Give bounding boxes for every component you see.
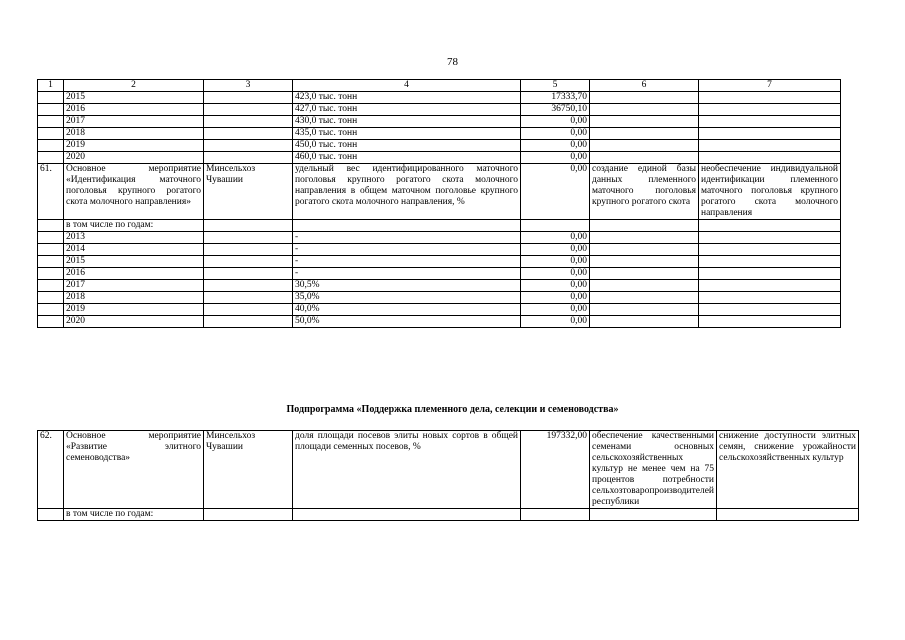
indicator-value: 450,0 тыс. тонн [293, 140, 521, 152]
empty-cell [590, 92, 699, 104]
empty-cell [204, 256, 293, 268]
including-label: в том числе по годам: [64, 509, 204, 521]
empty-cell [590, 116, 699, 128]
amount-cell: 0,00 [521, 316, 590, 328]
empty-cell [38, 152, 64, 164]
empty-cell [204, 128, 293, 140]
empty-cell [204, 116, 293, 128]
indicator: доля площади посевов элиты новых сортов в общей площади семенных посевов, % [293, 431, 521, 509]
activity-name: Основное мероприятие «Идентификация маточного поголовья крупного рогатого скота молочного направления» [64, 164, 204, 220]
empty-cell [204, 280, 293, 292]
including-row [38, 509, 859, 521]
page-number: 78 [447, 56, 458, 68]
empty-cell [204, 292, 293, 304]
year-row [38, 280, 841, 292]
amount-cell: 0,00 [521, 140, 590, 152]
item-number: 61. [38, 164, 64, 220]
expected-result: создание единой базы данных племенного маточного поголовья крупного рогатого скота [590, 164, 699, 220]
empty-cell [699, 92, 841, 104]
item-number: 62. [38, 431, 64, 509]
empty-cell [699, 304, 841, 316]
empty-cell [204, 140, 293, 152]
item-61-row [38, 164, 841, 220]
amount-cell: 0,00 [521, 244, 590, 256]
including-row [38, 220, 841, 232]
indicator-value: 430,0 тыс. тонн [293, 116, 521, 128]
amount-cell: 0,00 [521, 116, 590, 128]
empty-cell [590, 244, 699, 256]
responsible-executor: Минсельхоз Чувашии [204, 431, 293, 509]
empty-cell [204, 244, 293, 256]
amount-cell: 17333,70 [521, 92, 590, 104]
year-cell: 2015 [64, 92, 204, 104]
header-cell: 5 [521, 80, 590, 92]
empty-cell [590, 232, 699, 244]
empty-cell [590, 104, 699, 116]
indicator-value: 460,0 тыс. тонн [293, 152, 521, 164]
empty-cell [204, 152, 293, 164]
empty-cell [590, 128, 699, 140]
empty-cell [204, 316, 293, 328]
program-table [37, 79, 841, 328]
empty-cell [699, 104, 841, 116]
indicator-value: - [293, 232, 521, 244]
header-cell: 3 [204, 80, 293, 92]
amount-cell: 0,00 [521, 232, 590, 244]
year-cell: 2018 [64, 292, 204, 304]
empty-cell [699, 244, 841, 256]
value: 197332,00 [521, 431, 590, 509]
empty-cell [699, 316, 841, 328]
empty-cell [38, 244, 64, 256]
item-62-row [38, 431, 859, 509]
year-cell: 2020 [64, 316, 204, 328]
empty-cell [38, 268, 64, 280]
including-label: в том числе по годам: [64, 220, 204, 232]
empty-cell [699, 268, 841, 280]
indicator-value: 30,5% [293, 280, 521, 292]
amount-cell: 0,00 [521, 256, 590, 268]
header-row [38, 80, 841, 92]
empty-cell [38, 232, 64, 244]
empty-cell [38, 128, 64, 140]
year-cell: 2014 [64, 244, 204, 256]
empty-cell [590, 280, 699, 292]
empty-cell [590, 304, 699, 316]
amount-cell: 0,00 [521, 268, 590, 280]
empty-cell [590, 140, 699, 152]
empty-cell [204, 104, 293, 116]
empty-cell [699, 280, 841, 292]
subprogram-title: Подпрограмма «Поддержка племенного дела, селекции и семеноводства» [286, 404, 619, 415]
empty-cell [38, 92, 64, 104]
year-cell: 2013 [64, 232, 204, 244]
consequences: снижение доступности элитных семян, снижение урожайности сельскохозяйственных культур [717, 431, 859, 509]
year-cell: 2019 [64, 304, 204, 316]
indicator-value: 50,0% [293, 316, 521, 328]
empty-cell [38, 140, 64, 152]
value: 0,00 [521, 164, 590, 220]
header-cell: 1 [38, 80, 64, 92]
empty-cell [699, 152, 841, 164]
empty-cell [204, 268, 293, 280]
consequences: необеспечение индивидуальной идентификации племенного маточного поголовья крупного рогатого скота молочного направления [699, 164, 841, 220]
year-row [38, 128, 841, 140]
indicator-value: 427,0 тыс. тонн [293, 104, 521, 116]
header-cell: 4 [293, 80, 521, 92]
indicator-value: 423,0 тыс. тонн [293, 92, 521, 104]
header-cell: 6 [590, 80, 699, 92]
amount-cell: 0,00 [521, 280, 590, 292]
year-row [38, 152, 841, 164]
year-cell: 2019 [64, 140, 204, 152]
amount-cell: 36750,10 [521, 104, 590, 116]
indicator-value: - [293, 244, 521, 256]
header-cell: 7 [699, 80, 841, 92]
empty-cell [699, 256, 841, 268]
header-cell: 2 [64, 80, 204, 92]
empty-cell [590, 292, 699, 304]
empty-cell [590, 256, 699, 268]
amount-cell: 0,00 [521, 152, 590, 164]
amount-cell: 0,00 [521, 304, 590, 316]
year-row [38, 292, 841, 304]
year-cell: 2015 [64, 256, 204, 268]
empty-cell [204, 92, 293, 104]
empty-cell [38, 280, 64, 292]
empty-cell [38, 316, 64, 328]
year-row [38, 232, 841, 244]
year-cell: 2016 [64, 104, 204, 116]
year-cell: 2016 [64, 268, 204, 280]
year-row [38, 116, 841, 128]
year-row [38, 316, 841, 328]
year-cell: 2020 [64, 152, 204, 164]
empty-cell [699, 128, 841, 140]
activity-name: Основное мероприятие «Развитие элитного семеноводства» [64, 431, 204, 509]
empty-cell [38, 304, 64, 316]
empty-cell [699, 292, 841, 304]
indicator-value: 35,0% [293, 292, 521, 304]
year-row [38, 92, 841, 104]
year-cell: 2018 [64, 128, 204, 140]
expected-result: обеспечение качественными семенами основных сельскохозяйственных культур не менее чем на 75 процентов потребности сельхозтоваропроизводителей республики [590, 431, 717, 509]
year-row [38, 256, 841, 268]
year-row [38, 304, 841, 316]
empty-cell [590, 152, 699, 164]
empty-cell [699, 140, 841, 152]
responsible-executor: Минсельхоз Чувашии [204, 164, 293, 220]
empty-cell [699, 116, 841, 128]
year-row [38, 244, 841, 256]
empty-cell [38, 116, 64, 128]
year-row [38, 140, 841, 152]
year-cell: 2017 [64, 280, 204, 292]
empty-cell [204, 304, 293, 316]
amount-cell: 0,00 [521, 292, 590, 304]
indicator-value: - [293, 268, 521, 280]
empty-cell [699, 232, 841, 244]
year-cell: 2017 [64, 116, 204, 128]
empty-cell [204, 232, 293, 244]
empty-cell [38, 104, 64, 116]
indicator-value: - [293, 256, 521, 268]
empty-cell [38, 292, 64, 304]
empty-cell [590, 316, 699, 328]
indicator-value: 435,0 тыс. тонн [293, 128, 521, 140]
indicator-value: 40,0% [293, 304, 521, 316]
year-row [38, 268, 841, 280]
indicator: удельный вес идентифицированного маточного поголовья крупного рогатого скота молочного направления в общем маточном поголовье крупного рогатого скота молочного направления, % [293, 164, 521, 220]
empty-cell [38, 256, 64, 268]
empty-cell [590, 268, 699, 280]
year-row [38, 104, 841, 116]
amount-cell: 0,00 [521, 128, 590, 140]
subprogram-table [37, 430, 859, 521]
